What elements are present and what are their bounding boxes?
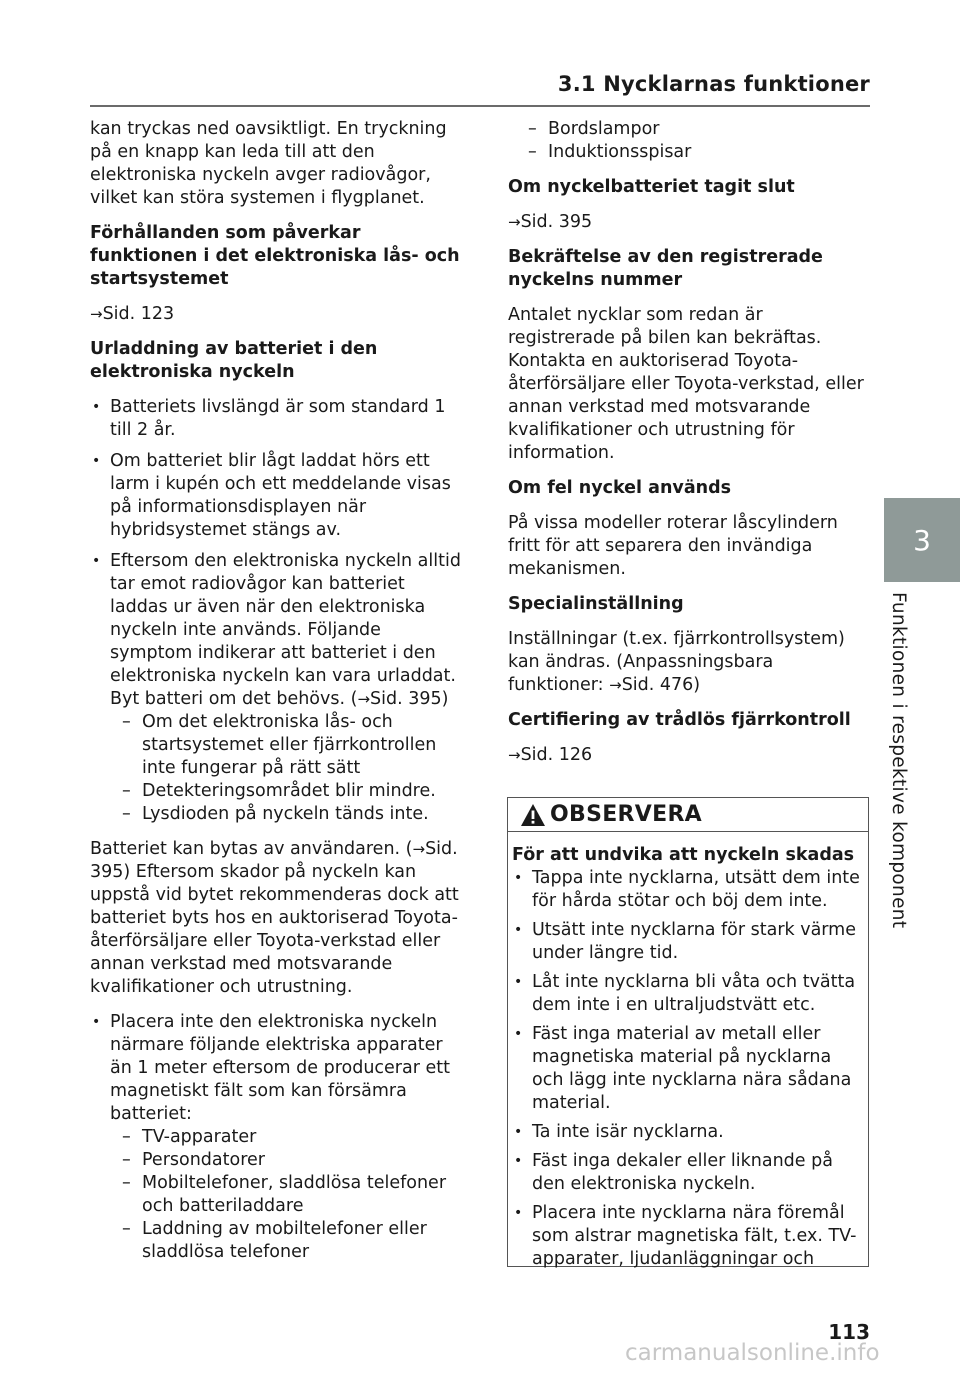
right-column [508, 118, 870, 779]
arrow-icon: → [357, 690, 371, 708]
bullet-item: • Placera inte den elektroniska nyckeln närmare följande elektriska apparater än 1 meter eftersom de producerar ett magnetiskt fält som kan försämra batteriet: – TV-apparater – Persondatorer – Mobiltelefoner, sladdlösa telefoner och batteriladdare – Laddning av mobiltelefoner eller sladdlösa telefoner [90, 1011, 462, 1264]
arrow-icon: → [508, 746, 521, 764]
chapter-label: Funktionen i respektive komponent [888, 592, 909, 929]
caution-body [508, 832, 868, 1271]
cross-reference[interactable]: Sid. 476) [621, 675, 701, 695]
chapter-tab[interactable] [884, 498, 960, 582]
watermark: carmanualsonline.info [625, 1340, 880, 1366]
dash-item: – Induktionsspisar [528, 141, 870, 164]
chapter-number: 3 [913, 523, 931, 557]
cross-reference[interactable]: →Sid. 395 [508, 212, 593, 232]
arrow-icon: → [90, 305, 103, 323]
caution-item: • Fäst inga dekaler eller liknande på den elektroniska nyckeln. [512, 1150, 862, 1196]
dash-item: – Lysdioden på nyckeln tänds inte. [122, 803, 462, 826]
heading-special-setting: Specialinställning [508, 594, 684, 614]
dash-item: – TV-apparater [122, 1126, 462, 1149]
intro-paragraph: kan tryckas ned oavsiktligt. En tryckning på en knapp kan leda till att den elektroniska nyckeln avger radiovågor, vilket kan störa systemen i flygplanet. [90, 119, 447, 208]
dash-item: – Om det elektroniska lås- och startsystemet eller fjärrkontrollen inte fungerar på rätt sätt [122, 711, 462, 780]
symptom-list [110, 711, 462, 826]
battery-replacement-paragraph: Batteriet kan bytas av användaren. (→Sid. 395) Eftersom skador på nyckeln kan uppstå vid bytet rekommenderas dock att batteriet byts hos en auktoriserad Toyota-återförsäljare eller Toyota-verkstad eller annan verkstad med motsvarande kvalifikationer och utrustning. [90, 839, 459, 997]
warning-triangle-icon [520, 803, 546, 827]
left-column [90, 118, 462, 1276]
cross-reference[interactable]: →Sid. 126 [508, 745, 593, 765]
key-number-paragraph: Antalet nycklar som redan är registrerade på bilen kan bekräftas. Kontakta en auktoriserad Toyota-återförsäljare eller Toyota-verkstad, eller annan verkstad med motsvarande kvalifikationer och utrustning för information. [508, 305, 864, 463]
wrong-key-paragraph: På vissa modeller roterar låscylindern fritt för att separera den invändiga mekanismen. [508, 513, 838, 579]
caution-item: • Utsätt inte nycklarna för stark värme under längre tid. [512, 919, 862, 965]
appliance-list-continued [508, 118, 870, 164]
page-number: 113 [828, 1320, 870, 1344]
heading-certification: Certifiering av trådlös fjärrkontroll [508, 710, 851, 730]
cross-reference[interactable]: →Sid. 123 [90, 304, 175, 324]
cross-reference[interactable]: Sid. 395) [370, 689, 449, 709]
dash-item: – Detekteringsområdet blir mindre. [122, 780, 462, 803]
dash-item: – Mobiltelefoner, sladdlösa telefoner och batteriladdare [122, 1172, 462, 1218]
bullet-item: • Om batteriet blir lågt laddat hörs ett larm i kupén och ett meddelande visas på informationsdisplayen när hybridsystemet stängs av. [90, 450, 462, 542]
heading-battery-empty: Om nyckelbatteriet tagit slut [508, 177, 795, 197]
caution-subtitle: För att undvika att nyckeln skadas [512, 845, 855, 865]
dash-item: – Laddning av mobiltelefoner eller sladdlösa telefoner [122, 1218, 462, 1264]
arrow-icon: → [609, 676, 622, 694]
caution-item: • Fäst inga material av metall eller magnetiska material på nycklarna och lägg inte nycklarna nära sådana material. [512, 1023, 862, 1115]
arrow-icon: → [508, 213, 521, 231]
caution-item: • Låt inte nycklarna bli våta och tvätta dem inte i en ultraljudstvätt etc. [512, 971, 862, 1017]
caution-header [508, 798, 868, 832]
caution-title: OBSERVERA [550, 802, 703, 827]
caution-item: • Tappa inte nycklarna, utsätt dem inte för hårda stötar och böj dem inte. [512, 867, 862, 913]
battery-bullet-list [90, 396, 462, 826]
dash-item: – Bordslampor [528, 118, 870, 141]
heading-battery-discharge: Urladdning av batteriet i den elektroniska nyckeln [90, 339, 378, 382]
bullet-item: • Eftersom den elektroniska nyckeln alltid tar emot radiovågor kan batteriet laddas ur även när den elektroniska nyckeln inte används. Följande symptom indikerar att batteriet i den elektroniska nyckeln kan vara urladdat. Byt batteri om det behövs. (→Sid. 395) – Om det elektroniska lås- och startsystemet eller fjärrkontrollen inte fungerar på rätt sätt – Detekteringsområdet blir mindre. – Lysdioden på nyckeln tänds inte. [90, 550, 462, 826]
dash-item: – Persondatorer [122, 1149, 462, 1172]
special-setting-paragraph: Inställningar (t.ex. fjärrkontrollsystem) kan ändras. (Anpassningsbara funktioner: →Sid. 476) [508, 629, 845, 695]
caution-box [507, 797, 869, 1267]
arrow-icon: → [412, 840, 426, 858]
header-divider [90, 105, 870, 107]
placement-bullet-list [90, 1011, 462, 1264]
appliance-list [110, 1126, 462, 1264]
caution-item: • Placera inte nycklarna nära föremål som alstrar magnetiska fält, t.ex. TV-apparater, ljudanläggningar och [512, 1202, 862, 1271]
caution-item: • Ta inte isär nycklarna. [512, 1121, 862, 1144]
section-title: 3.1 Nycklarnas funktioner [557, 72, 870, 96]
caution-list [512, 867, 862, 1271]
heading-key-number: Bekräftelse av den registrerade nyckelns nummer [508, 247, 823, 290]
heading-conditions: Förhållanden som påverkar funktionen i det elektroniska lås- och startsystemet [90, 223, 460, 289]
bullet-item: • Batteriets livslängd är som standard 1 till 2 år. [90, 396, 462, 442]
heading-wrong-key: Om fel nyckel används [508, 478, 732, 498]
